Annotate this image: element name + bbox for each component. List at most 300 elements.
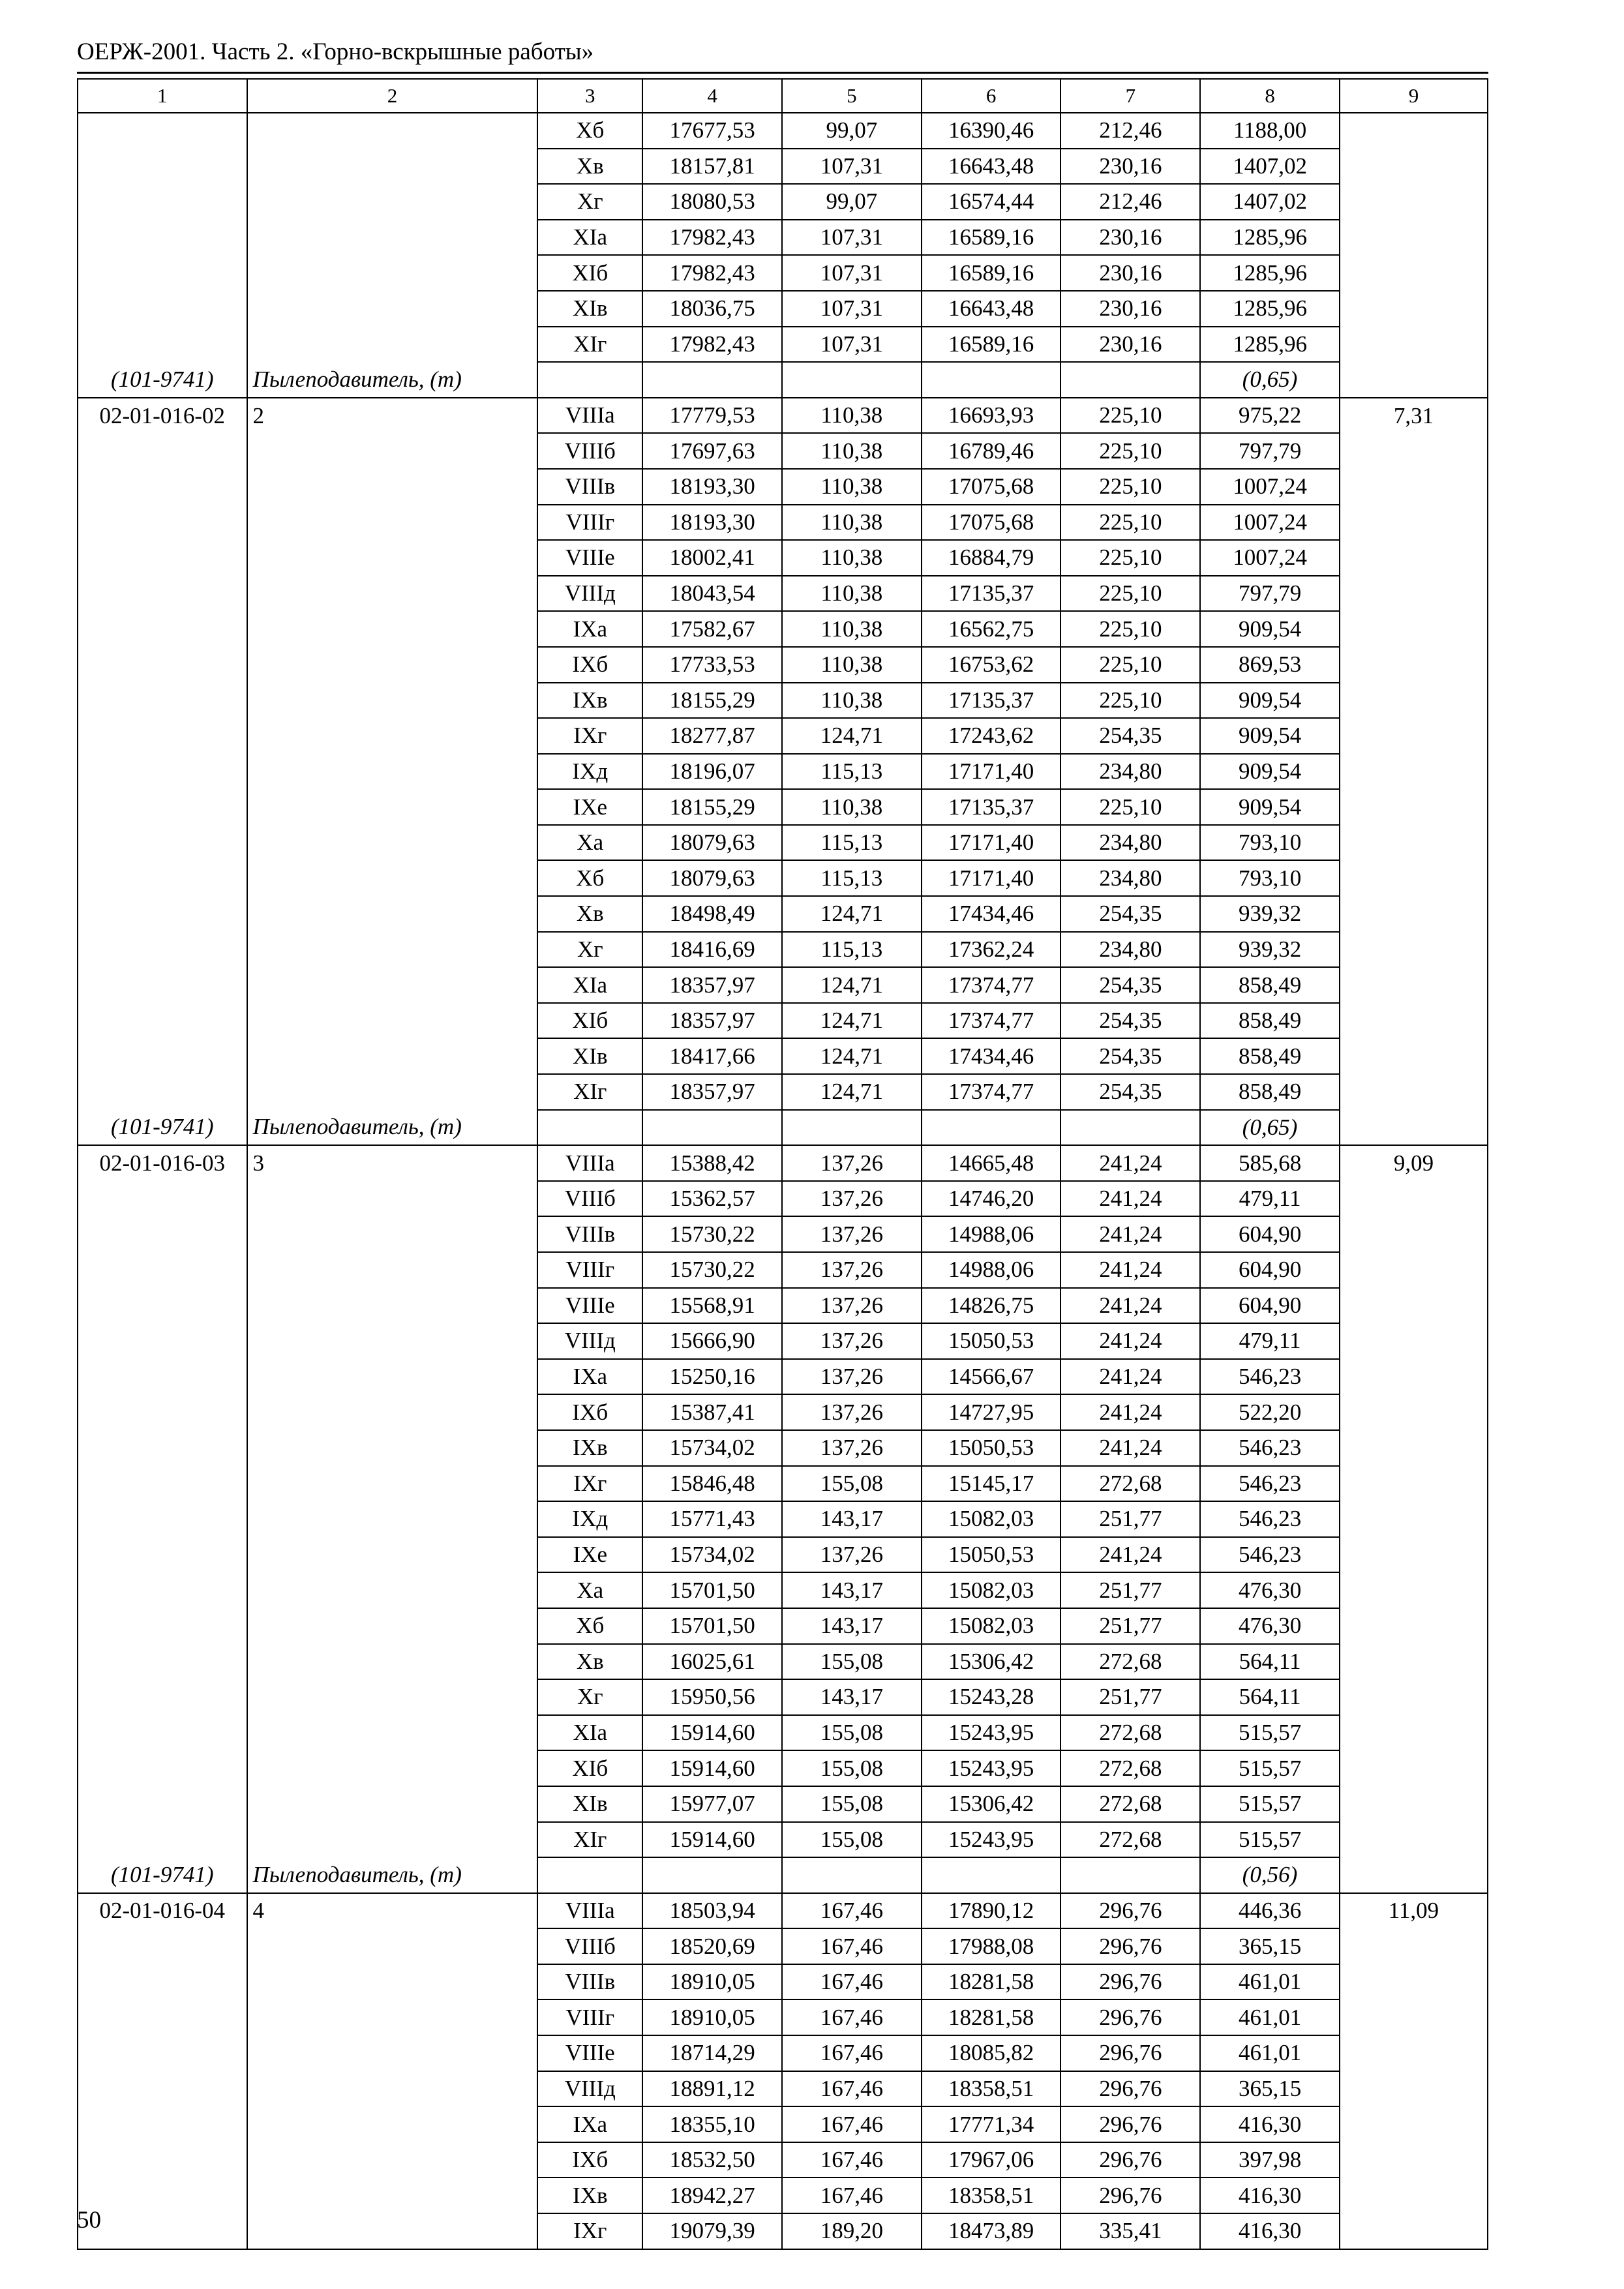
value-cell: 18002,41 [642,540,782,576]
value-cell: 296,76 [1060,1928,1200,1964]
col9-cell [1340,327,1488,363]
col9-cell [1340,2035,1488,2071]
rate-code-cell [78,576,247,612]
rate-name-cell [247,505,538,541]
rate-code-cell [78,647,247,683]
category-cell: XIа [537,967,642,1003]
table-row [78,1003,1488,1039]
rate-name-cell: 3 [247,1145,538,1181]
value-cell: 18417,66 [642,1038,782,1074]
value-cell: 155,08 [782,1786,922,1822]
category-cell: Xа [537,1572,642,1608]
rate-code-cell [78,825,247,861]
value-cell: 416,30 [1200,2213,1340,2249]
category-cell: VIIIа [537,1893,642,1929]
col9-cell [1340,255,1488,291]
value-cell: 15387,41 [642,1394,782,1430]
value-cell: 1285,96 [1200,291,1340,327]
rate-name-cell [247,149,538,185]
value-cell: 15846,48 [642,1466,782,1502]
rate-name-cell [247,1181,538,1217]
value-cell: 546,23 [1200,1466,1340,1502]
resource-code: (101-9741) [78,362,247,398]
column-number-row [78,79,1488,113]
category-cell: IXв [537,1430,642,1466]
table-row [78,1537,1488,1573]
value-cell: 446,36 [1200,1893,1340,1929]
category-cell: IXв [537,2177,642,2213]
value-cell: 939,32 [1200,896,1340,932]
value-cell: 296,76 [1060,2035,1200,2071]
value-cell: 365,15 [1200,1928,1340,1964]
col9-cell [1340,2071,1488,2107]
value-cell: 18281,58 [922,1964,1061,2000]
value-cell: 137,26 [782,1145,922,1181]
page-number: 50 [77,2207,101,2234]
value-cell: 241,24 [1060,1323,1200,1359]
value-cell: 16753,62 [922,647,1061,683]
value-cell: 16789,46 [922,433,1061,469]
value-cell: 107,31 [782,149,922,185]
value-cell: 137,26 [782,1394,922,1430]
value-cell: 15145,17 [922,1466,1061,1502]
rate-code-cell [78,291,247,327]
col9-cell [1340,184,1488,220]
blank-cell [537,362,642,398]
table-row [78,1394,1488,1430]
category-cell: VIIIг [537,505,642,541]
value-cell: 17982,43 [642,255,782,291]
value-cell: 17982,43 [642,327,782,363]
value-cell: 251,77 [1060,1679,1200,1715]
rate-code-cell [78,1394,247,1430]
value-cell: 143,17 [782,1679,922,1715]
rate-name-cell [247,1501,538,1537]
rate-name-cell [247,540,538,576]
category-cell: VIIIв [537,1964,642,2000]
value-cell: 17075,68 [922,469,1061,505]
rate-name-cell [247,220,538,256]
table-row [78,505,1488,541]
category-cell: Xг [537,1679,642,1715]
value-cell: 17075,68 [922,505,1061,541]
value-cell: 909,54 [1200,718,1340,754]
col9-cell [1340,469,1488,505]
value-cell: 115,13 [782,932,922,968]
category-cell: VIIIе [537,1288,642,1324]
rate-name-cell [247,1750,538,1786]
rate-code-cell [78,327,247,363]
rate-name-cell [247,1288,538,1324]
value-cell: 604,90 [1200,1252,1340,1288]
rate-code-cell [78,255,247,291]
col9-cell [1340,718,1488,754]
value-cell: 124,71 [782,718,922,754]
category-cell: IXд [537,1501,642,1537]
value-cell: 225,10 [1060,789,1200,825]
value-cell: 869,53 [1200,647,1340,683]
value-cell: 858,49 [1200,1003,1340,1039]
rate-name-cell [247,1608,538,1644]
value-cell: 461,01 [1200,1964,1340,2000]
category-cell: VIIIд [537,1323,642,1359]
rate-code-cell [78,754,247,790]
value-cell: 15771,43 [642,1501,782,1537]
value-cell: 296,76 [1060,2142,1200,2178]
table-row [78,825,1488,861]
table-row [78,1501,1488,1537]
value-cell: 18503,94 [642,1893,782,1929]
col9-cell [1340,1572,1488,1608]
col9-cell [1340,1857,1488,1893]
category-cell: IXб [537,2142,642,2178]
category-cell: Xб [537,1608,642,1644]
value-cell: 296,76 [1060,2106,1200,2142]
table-row [78,2213,1488,2249]
resource-code: (101-9741) [78,1857,247,1893]
table-row [78,149,1488,185]
value-cell: 17434,46 [922,896,1061,932]
col9-cell [1340,149,1488,185]
col9-cell [1340,1644,1488,1680]
value-cell: 230,16 [1060,220,1200,256]
table-row [78,184,1488,220]
value-cell: 17890,12 [922,1893,1061,1929]
column-number: 7 [1060,79,1200,113]
value-cell: 124,71 [782,896,922,932]
value-cell: 18155,29 [642,789,782,825]
value-cell: 212,46 [1060,184,1200,220]
rate-name-cell [247,825,538,861]
value-cell: 167,46 [782,2106,922,2142]
category-cell: IXа [537,611,642,647]
rate-code-cell [78,2071,247,2107]
column-number: 5 [782,79,922,113]
col9-cell [1340,1394,1488,1430]
value-cell: 939,32 [1200,932,1340,968]
rate-code-cell [78,860,247,896]
rate-code-cell [78,718,247,754]
col9-cell [1340,291,1488,327]
col9-cell [1340,1074,1488,1110]
value-cell: 909,54 [1200,789,1340,825]
table-row [78,1893,1488,1929]
value-cell: 107,31 [782,291,922,327]
rate-name-cell [247,1928,538,1964]
value-cell: 476,30 [1200,1608,1340,1644]
col9-cell [1340,1359,1488,1395]
value-cell: 15914,60 [642,1715,782,1751]
rate-code-cell [78,1786,247,1822]
value-cell: 17582,67 [642,611,782,647]
value-cell: 15050,53 [922,1323,1061,1359]
category-cell: XIв [537,1038,642,1074]
col9-cell [1340,362,1488,398]
rates-table [77,78,1488,2250]
value-cell: 564,11 [1200,1679,1340,1715]
value-cell: 858,49 [1200,967,1340,1003]
value-cell: 15306,42 [922,1786,1061,1822]
category-cell: VIIIг [537,1252,642,1288]
column-number: 9 [1340,79,1488,113]
blank-cell [922,1857,1061,1893]
value-cell: 14746,20 [922,1181,1061,1217]
rate-code-cell [78,1323,247,1359]
rate-code-cell [78,1430,247,1466]
rate-code-cell [78,1038,247,1074]
table-row [78,1822,1488,1858]
rate-code-cell [78,1537,247,1573]
value-cell: 18520,69 [642,1928,782,1964]
column-number: 8 [1200,79,1340,113]
value-cell: 17434,46 [922,1038,1061,1074]
category-cell: Xв [537,896,642,932]
rate-code-cell [78,1359,247,1395]
category-cell: VIIIб [537,433,642,469]
value-cell: 212,46 [1060,113,1200,149]
blank-cell [1060,1110,1200,1146]
value-cell: 585,68 [1200,1145,1340,1181]
value-cell: 167,46 [782,1893,922,1929]
value-cell: 461,01 [1200,2035,1340,2071]
value-cell: 115,13 [782,860,922,896]
value-cell: 18043,54 [642,576,782,612]
table-row [78,1750,1488,1786]
value-cell: 110,38 [782,398,922,434]
value-cell: 124,71 [782,1038,922,1074]
value-cell: 137,26 [782,1359,922,1395]
resource-name: Пылеподавитель, (т) [247,362,538,398]
value-cell: 909,54 [1200,611,1340,647]
resource-name: Пылеподавитель, (т) [247,1110,538,1146]
rate-name-cell [247,754,538,790]
col9-cell [1340,1466,1488,1502]
value-cell: 18085,82 [922,2035,1061,2071]
category-cell: XIа [537,220,642,256]
category-cell: XIг [537,1822,642,1858]
value-cell: 296,76 [1060,1893,1200,1929]
value-cell: 18193,30 [642,505,782,541]
category-cell: IXг [537,1466,642,1502]
category-cell: VIIIа [537,398,642,434]
value-cell: 107,31 [782,255,922,291]
category-cell: XIб [537,1750,642,1786]
table-row [78,1999,1488,2035]
category-cell: VIIIд [537,576,642,612]
rate-name-cell [247,1074,538,1110]
value-cell: 254,35 [1060,1038,1200,1074]
value-cell: 18193,30 [642,469,782,505]
col9-cell [1340,1928,1488,1964]
value-cell: 155,08 [782,1715,922,1751]
resource-row [78,1110,1488,1146]
category-cell: VIIIе [537,540,642,576]
rate-code-cell [78,1003,247,1039]
col9-cell [1340,433,1488,469]
rate-code-cell [78,789,247,825]
col9-cell [1340,896,1488,932]
rate-name-cell [247,789,538,825]
value-cell: 416,30 [1200,2106,1340,2142]
col9-cell [1340,2142,1488,2178]
value-cell: 858,49 [1200,1038,1340,1074]
category-cell: IXа [537,2106,642,2142]
rate-code-cell [78,149,247,185]
value-cell: 858,49 [1200,1074,1340,1110]
value-cell: 16693,93 [922,398,1061,434]
category-cell: IXг [537,2213,642,2249]
value-cell: 124,71 [782,1003,922,1039]
col9-cell [1340,1715,1488,1751]
value-cell: 241,24 [1060,1216,1200,1252]
col9-cell [1340,754,1488,790]
value-cell: 797,79 [1200,433,1340,469]
blank-cell [782,1110,922,1146]
value-cell: 107,31 [782,327,922,363]
rate-name-cell [247,1715,538,1751]
value-cell: 254,35 [1060,896,1200,932]
rate-name-cell [247,1038,538,1074]
value-cell: 110,38 [782,789,922,825]
table-row [78,1430,1488,1466]
table-row [78,327,1488,363]
value-cell: 167,46 [782,1999,922,2035]
value-cell: 19079,39 [642,2213,782,2249]
rate-code-cell [78,2177,247,2213]
rate-name-cell [247,327,538,363]
value-cell: 365,15 [1200,2071,1340,2107]
value-cell: 137,26 [782,1216,922,1252]
value-cell: 110,38 [782,647,922,683]
value-cell: 18910,05 [642,1999,782,2035]
value-cell: 167,46 [782,1964,922,2000]
col9-cell [1340,1003,1488,1039]
rate-code-cell [78,184,247,220]
value-cell: 15734,02 [642,1537,782,1573]
value-cell: 137,26 [782,1288,922,1324]
table-row [78,291,1488,327]
table-row [78,611,1488,647]
value-cell: 167,46 [782,1928,922,1964]
value-cell: 1407,02 [1200,184,1340,220]
value-cell: 479,11 [1200,1181,1340,1217]
category-cell: Xг [537,932,642,968]
rate-code-cell [78,1501,247,1537]
value-cell: 230,16 [1060,255,1200,291]
value-cell: 797,79 [1200,576,1340,612]
value-cell: 272,68 [1060,1466,1200,1502]
resource-row [78,362,1488,398]
value-cell: 17982,43 [642,220,782,256]
column-number: 4 [642,79,782,113]
value-cell: 15701,50 [642,1608,782,1644]
rate-code-cell [78,2035,247,2071]
value-cell: 18532,50 [642,2142,782,2178]
table-row [78,718,1488,754]
col9-cell [1340,540,1488,576]
rate-name-cell [247,1466,538,1502]
value-cell: 143,17 [782,1572,922,1608]
value-cell: 16589,16 [922,220,1061,256]
rate-code-cell [78,1216,247,1252]
value-cell: 241,24 [1060,1537,1200,1573]
value-cell: 15730,22 [642,1252,782,1288]
value-cell: 15950,56 [642,1679,782,1715]
value-cell: 296,76 [1060,2177,1200,2213]
value-cell: 110,38 [782,683,922,719]
value-cell: 17374,77 [922,1074,1061,1110]
value-cell: 1188,00 [1200,113,1340,149]
rate-name-cell [247,1644,538,1680]
table-row [78,398,1488,434]
blank-cell [1060,362,1200,398]
value-cell: 17677,53 [642,113,782,149]
value-cell: 15362,57 [642,1181,782,1217]
table-row [78,2177,1488,2213]
value-cell: 793,10 [1200,825,1340,861]
value-cell: 18473,89 [922,2213,1061,2249]
value-cell: 14665,48 [922,1145,1061,1181]
value-cell: 15666,90 [642,1323,782,1359]
category-cell: XIа [537,1715,642,1751]
table-row [78,1288,1488,1324]
value-cell: 17135,37 [922,683,1061,719]
value-cell: 515,57 [1200,1750,1340,1786]
value-cell: 14727,95 [922,1394,1061,1430]
value-cell: 241,24 [1060,1430,1200,1466]
value-cell: 15914,60 [642,1750,782,1786]
value-cell: 522,20 [1200,1394,1340,1430]
rate-code-cell [78,683,247,719]
col9-cell [1340,1288,1488,1324]
value-cell: 15388,42 [642,1145,782,1181]
value-cell: 14566,67 [922,1359,1061,1395]
value-cell: 296,76 [1060,1964,1200,2000]
value-cell: 15914,60 [642,1822,782,1858]
rate-name-cell [247,255,538,291]
rate-name-cell [247,1430,538,1466]
value-cell: 99,07 [782,184,922,220]
col9-cell [1340,1252,1488,1288]
table-row [78,1074,1488,1110]
value-cell: 15306,42 [922,1644,1061,1680]
value-cell: 18416,69 [642,932,782,968]
rate-code-cell [78,1572,247,1608]
rate-name-cell [247,932,538,968]
value-cell: 110,38 [782,505,922,541]
table-row [78,113,1488,149]
value-cell: 18498,49 [642,896,782,932]
resource-value: (0,65) [1200,1110,1340,1146]
blank-cell [642,1110,782,1146]
rate-code-cell [78,1964,247,2000]
value-cell: 18942,27 [642,2177,782,2213]
value-cell: 230,16 [1060,327,1200,363]
col9-cell [1340,2106,1488,2142]
rate-code-cell [78,2142,247,2178]
value-cell: 143,17 [782,1608,922,1644]
value-cell: 296,76 [1060,1999,1200,2035]
rate-name-cell [247,469,538,505]
table-row [78,754,1488,790]
value-cell: 515,57 [1200,1822,1340,1858]
rate-code-cell [78,220,247,256]
rate-code-cell [78,1252,247,1288]
value-cell: 225,10 [1060,576,1200,612]
rate-code-cell [78,433,247,469]
rate-code-cell [78,611,247,647]
rate-code-cell [78,1750,247,1786]
